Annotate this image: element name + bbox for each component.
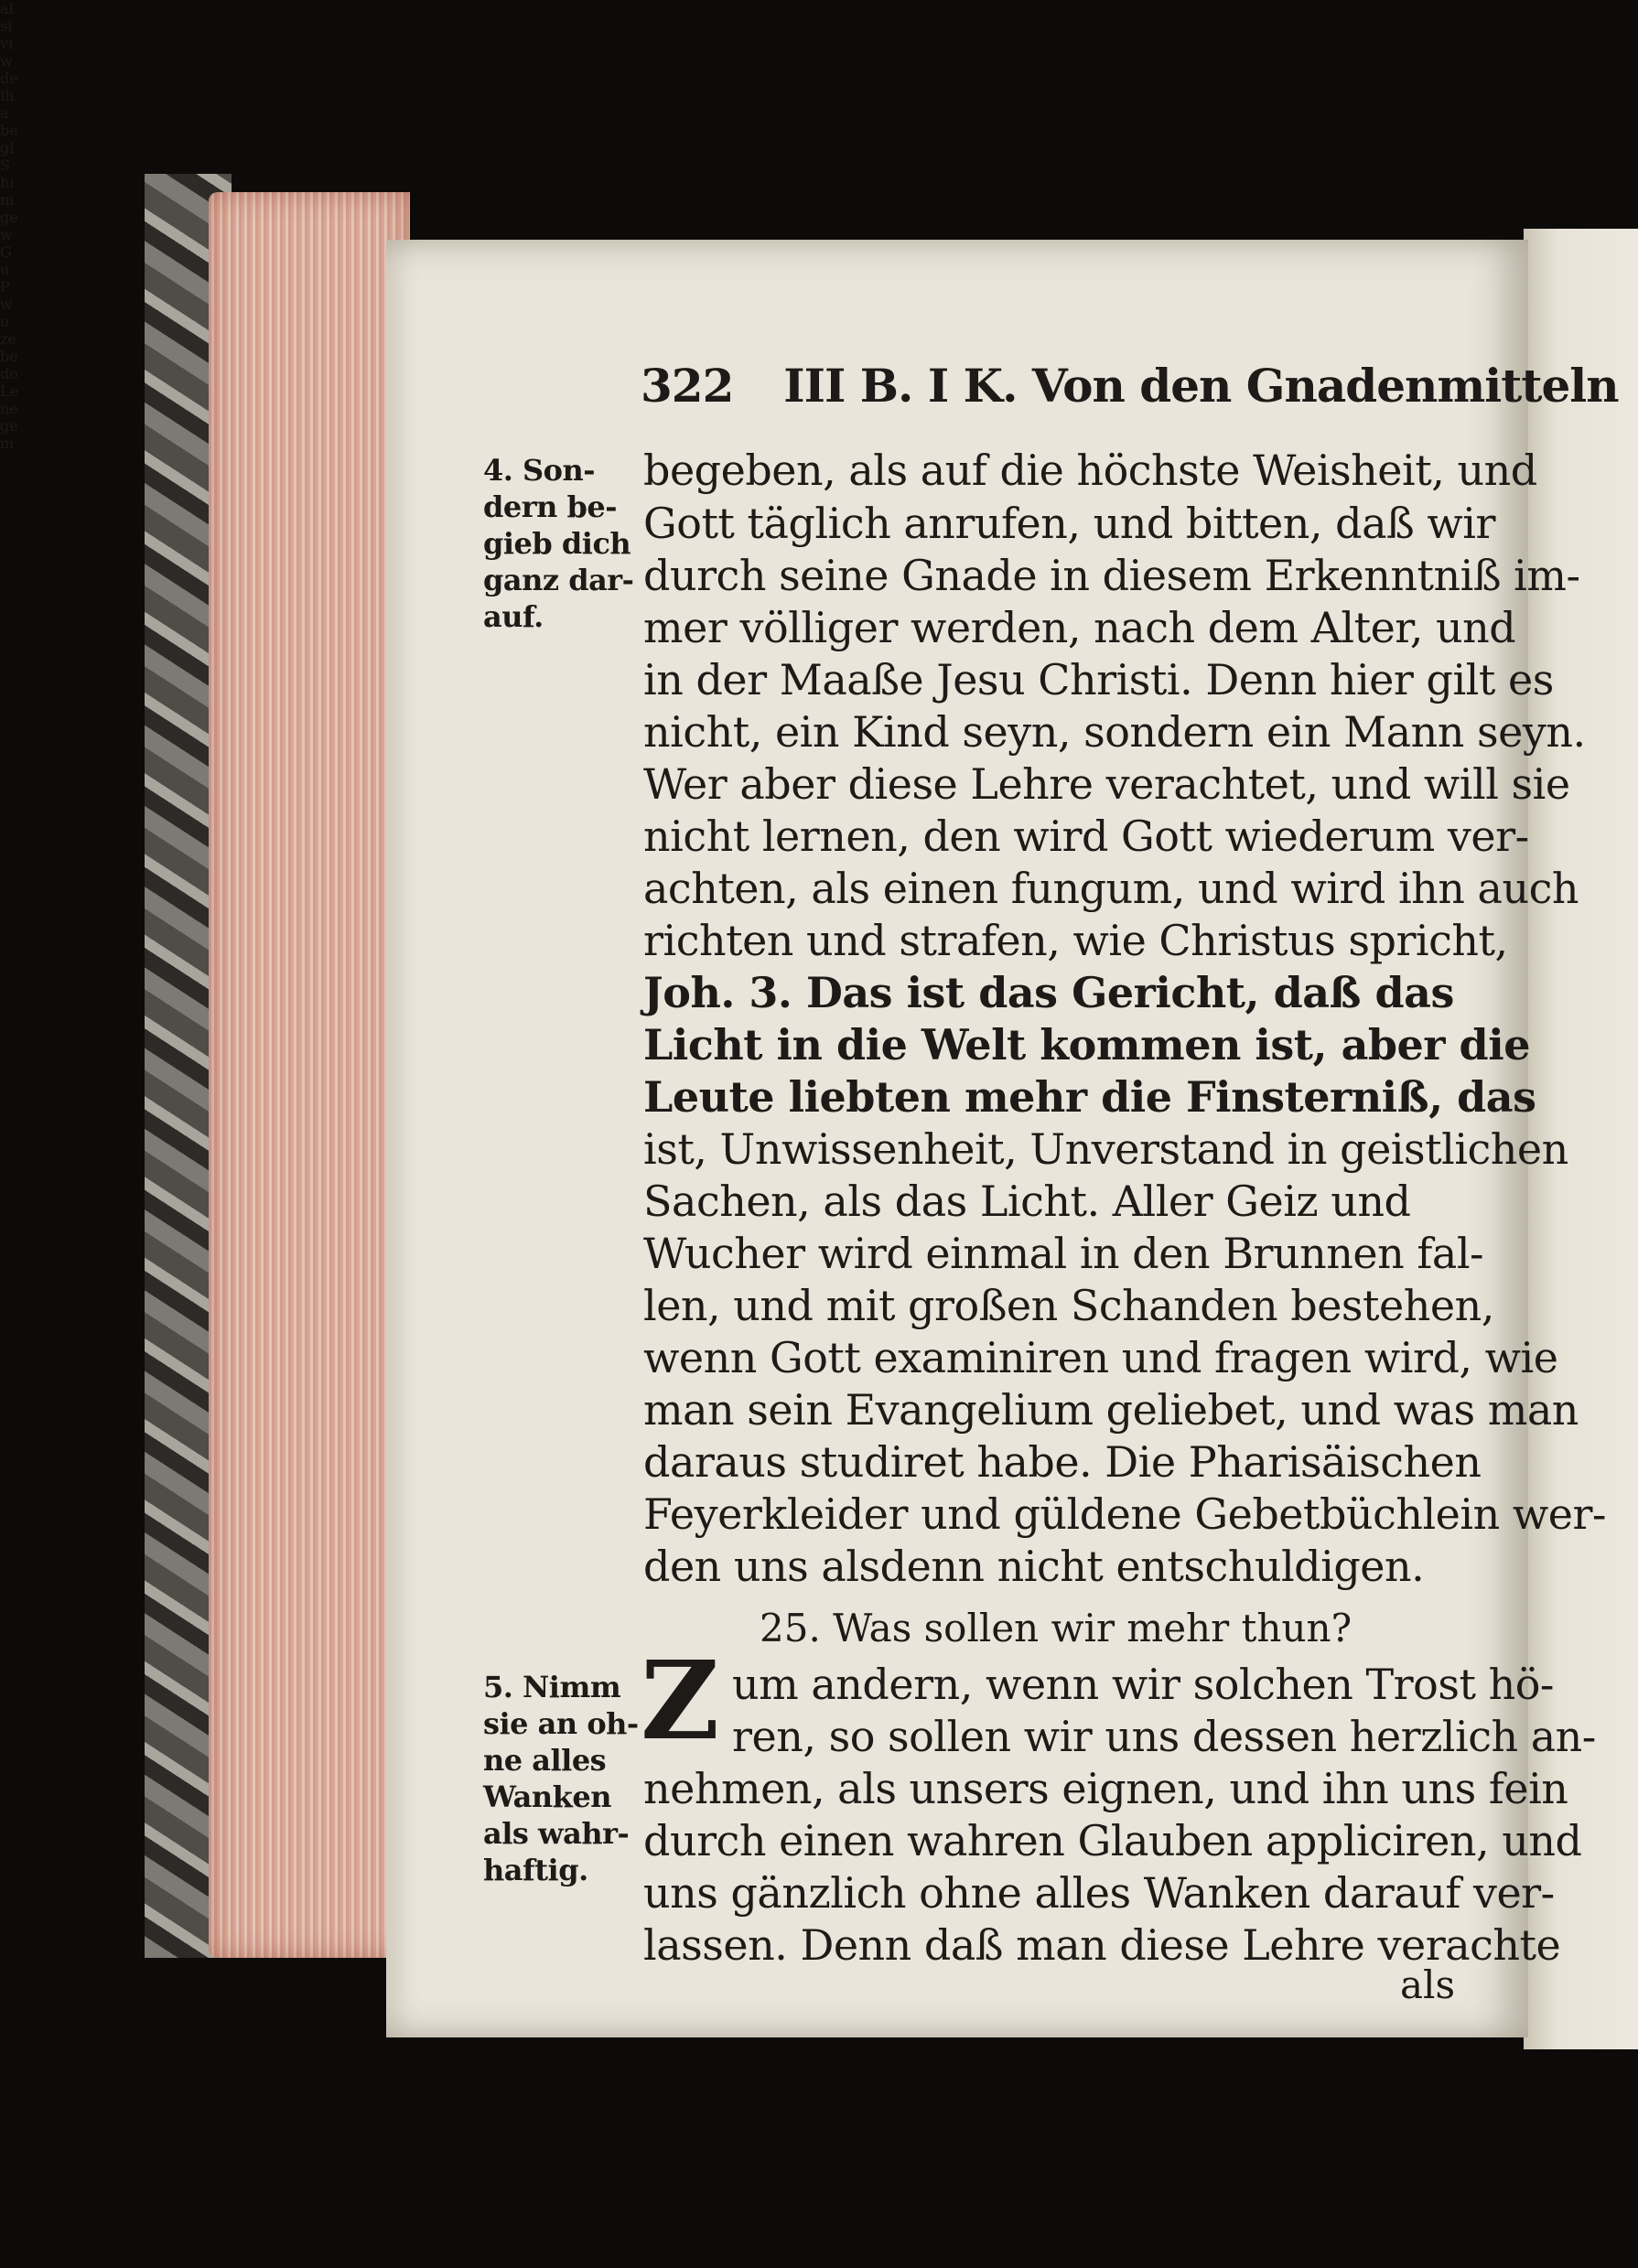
fragment: ge bbox=[0, 209, 18, 226]
fragment: de bbox=[0, 70, 18, 87]
page-edges bbox=[209, 192, 410, 1958]
fragment: ih bbox=[0, 87, 15, 104]
text-line: in der Maaße Jesu Christi. Denn hier gilt es bbox=[643, 655, 1554, 704]
margin-note-line: gieb dich bbox=[483, 526, 631, 561]
drop-cap: Z bbox=[641, 1637, 720, 1764]
margin-note-line: 5. Nimm bbox=[483, 1670, 621, 1704]
fragment: gl bbox=[0, 139, 15, 156]
fragment: do bbox=[0, 365, 18, 382]
fragment: G bbox=[0, 243, 12, 261]
fragment: w bbox=[0, 52, 13, 70]
fragment: u bbox=[0, 261, 10, 278]
text-line: daraus studiret habe. Die Pharisäischen bbox=[643, 1437, 1482, 1487]
section-heading: 25. Was sollen wir mehr thun? bbox=[760, 1606, 1352, 1650]
fragment: w bbox=[0, 296, 13, 313]
chapter-title: III B. I K. Von den Gnadenmitteln bbox=[783, 359, 1619, 413]
margin-note-line: haftig. bbox=[483, 1853, 588, 1887]
text-line: nehmen, als unsers eignen, und ihn uns fein bbox=[643, 1764, 1568, 1813]
catchword: als bbox=[1400, 1962, 1456, 2007]
fragment: a bbox=[0, 104, 9, 122]
text-line: wenn Gott examiniren und fragen wird, wie bbox=[643, 1333, 1558, 1382]
running-head bbox=[641, 359, 1619, 413]
margin-note-line: auf. bbox=[483, 599, 544, 634]
fragment: P bbox=[0, 278, 10, 296]
fragment: vi bbox=[0, 35, 14, 52]
margin-note-line: sie an oh- bbox=[483, 1706, 639, 1741]
text-line: Gott täglich anrufen, und bitten, daß wir bbox=[643, 499, 1495, 548]
text-line: den uns alsdenn nicht entschuldigen. bbox=[643, 1542, 1425, 1591]
text-line: durch einen wahren Glauben appliciren, und bbox=[643, 1816, 1582, 1865]
fragment: si bbox=[0, 17, 13, 35]
fragment: m bbox=[0, 191, 15, 209]
text-line: nicht lernen, den wird Gott wiederum ver- bbox=[643, 812, 1529, 861]
margin-note-line: dern be- bbox=[483, 489, 618, 524]
fragment: hi bbox=[0, 174, 15, 191]
fragment: w bbox=[0, 226, 13, 243]
margin-note-line: Wanken bbox=[483, 1779, 611, 1814]
margin-note-line: ne alles bbox=[483, 1743, 607, 1778]
fragment: S bbox=[0, 156, 10, 174]
fragment: be bbox=[0, 348, 18, 365]
text-line: richten und strafen, wie Christus spricht, bbox=[643, 916, 1508, 965]
text-line: um andern, wenn wir solchen Trost hö- bbox=[732, 1660, 1554, 1709]
margin-note-line: 4. Son- bbox=[483, 453, 596, 488]
text-line: Licht in die Welt kommen ist, aber die bbox=[643, 1020, 1530, 1070]
margin-note-line: als wahr- bbox=[483, 1816, 630, 1851]
margin-note-line: ganz dar- bbox=[483, 563, 634, 597]
page-number: 322 bbox=[641, 359, 734, 413]
fragment: al bbox=[0, 0, 14, 17]
text-line: Joh. 3. Das ist das Gericht, daß das bbox=[643, 968, 1454, 1017]
fragment: ge bbox=[0, 417, 18, 435]
fragment: Le bbox=[0, 382, 19, 400]
text-line: nicht, ein Kind seyn, sondern ein Mann seyn. bbox=[643, 707, 1586, 757]
text-line: ist, Unwissenheit, Unverstand in geistlichen bbox=[643, 1124, 1568, 1174]
text-line: lassen. Denn daß man diese Lehre verachte bbox=[643, 1920, 1561, 1970]
text-line: Sachen, als das Licht. Aller Geiz und bbox=[643, 1177, 1411, 1226]
text-line: Wer aber diese Lehre verachtet, und will sie bbox=[643, 759, 1570, 809]
text-line: uns gänzlich ohne alles Wanken darauf ver- bbox=[643, 1868, 1555, 1918]
fragment: ze bbox=[0, 330, 16, 348]
fragment: m bbox=[0, 435, 15, 452]
text-line: Leute liebten mehr die Finsterniß, das bbox=[643, 1072, 1536, 1122]
fragment: u bbox=[0, 313, 10, 330]
text-line: begeben, als auf die höchste Weisheit, und bbox=[643, 446, 1537, 495]
text-line: achten, als einen fungum, und wird ihn auch bbox=[643, 864, 1579, 913]
fragment: be bbox=[0, 122, 18, 139]
text-line: man sein Evangelium geliebet, und was man bbox=[643, 1385, 1579, 1435]
text-line: durch seine Gnade in diesem Erkenntniß im- bbox=[643, 551, 1580, 600]
text-line: mer völliger werden, nach dem Alter, und bbox=[643, 603, 1516, 652]
text-line: Feyerkleider und güldene Gebetbüchlein wer- bbox=[643, 1489, 1606, 1539]
fragment: ne bbox=[0, 400, 18, 417]
text-line: ren, so sollen wir uns dessen herzlich an- bbox=[732, 1712, 1596, 1761]
text-line: Wucher wird einmal in den Brunnen fal- bbox=[643, 1229, 1484, 1278]
text-line: len, und mit großen Schanden bestehen, bbox=[643, 1281, 1494, 1330]
